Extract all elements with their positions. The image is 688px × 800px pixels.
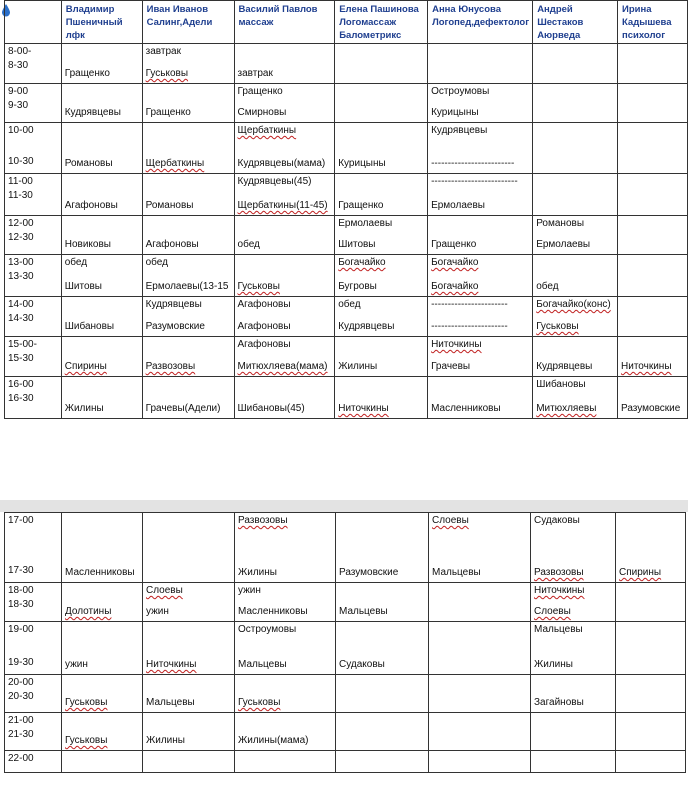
appointment-entry: Ермолаевы(13-15 xyxy=(145,281,229,292)
appointment-entry: ------------------------- xyxy=(431,158,515,169)
appointment-entry: обед xyxy=(237,239,260,250)
schedule-cell xyxy=(336,583,429,622)
schedule-cell xyxy=(142,377,234,419)
schedule-cell xyxy=(335,84,428,123)
appointment-entry: Гуськовы xyxy=(536,321,579,332)
schedule-cell xyxy=(143,675,235,713)
column-header-h2 xyxy=(142,1,234,44)
appointment-entry: Остроумовы xyxy=(238,624,297,635)
appointment-entry: Долотины xyxy=(65,606,112,617)
column-header-line: Кадышева xyxy=(622,17,672,28)
schedule-cell xyxy=(235,713,336,751)
column-header-line: Владимир xyxy=(65,4,115,15)
schedule-cell xyxy=(618,255,688,297)
schedule-cell xyxy=(142,216,234,255)
schedule-cell xyxy=(336,622,429,675)
appointment-entry: Ниточкины xyxy=(534,585,585,596)
appointment-entry: Шибановы xyxy=(64,321,115,332)
appointment-entry: Жилины xyxy=(64,403,104,414)
time-cell xyxy=(5,377,62,419)
time-slot-label: 14-30 xyxy=(8,313,34,324)
schedule-cell xyxy=(61,123,142,174)
schedule-table-evening xyxy=(4,512,686,773)
schedule-cell xyxy=(335,44,428,84)
appointment-entry: Кудрявцевы xyxy=(431,125,488,136)
schedule-cell xyxy=(335,123,428,174)
time-slot-label: 8-00- xyxy=(8,46,32,57)
schedule-cell xyxy=(142,337,234,377)
column-header-h5 xyxy=(428,1,533,44)
time-slot-label: 21-00 xyxy=(8,715,34,726)
schedule-cell xyxy=(61,44,142,84)
schedule-row xyxy=(5,751,686,773)
schedule-cell xyxy=(428,297,533,337)
appointment-entry: Курицыны xyxy=(338,158,386,169)
schedule-cell xyxy=(143,513,235,583)
appointment-entry: ужин xyxy=(65,659,88,670)
appointment-entry: Агафоновы xyxy=(237,339,291,350)
appointment-entry: Агафоновы xyxy=(237,299,291,310)
appointment-entry: Шитовы xyxy=(64,281,102,292)
schedule-cell xyxy=(428,377,533,419)
schedule-cell xyxy=(142,123,234,174)
column-header-line: Елена Пашинова xyxy=(339,4,419,15)
appointment-entry: Разумовские xyxy=(145,321,205,332)
schedule-cell xyxy=(234,123,335,174)
time-slot-label: 9-00 xyxy=(8,86,29,97)
appointment-entry: Слоевы xyxy=(432,515,469,526)
schedule-row xyxy=(5,337,688,377)
schedule-cell xyxy=(428,337,533,377)
appointment-entry: Кудрявцевы xyxy=(64,107,121,118)
appointment-entry: Мальцевы xyxy=(146,697,195,708)
column-header-h1 xyxy=(61,1,142,44)
appointment-entry: ужин xyxy=(238,585,261,596)
column-header-line: Иван Иванов xyxy=(146,4,209,15)
schedule-cell xyxy=(61,337,142,377)
appointment-entry: Кудрявцевы(45) xyxy=(237,176,312,187)
column-header-h6 xyxy=(533,1,618,44)
schedule-cell xyxy=(618,337,688,377)
appointment-entry: Жилины xyxy=(534,659,573,670)
schedule-cell xyxy=(618,84,688,123)
appointment-entry: Агафоновы xyxy=(145,239,199,250)
schedule-cell xyxy=(533,297,618,337)
time-cell xyxy=(5,297,62,337)
schedule-cell xyxy=(234,174,335,216)
appointment-entry: Романовы xyxy=(145,200,194,211)
appointment-entry: Кудрявцевы xyxy=(536,361,593,372)
time-slot-label: 20-30 xyxy=(8,691,34,702)
schedule-cell xyxy=(62,583,143,622)
column-header-line: Аюрведа xyxy=(537,30,581,41)
appointment-entry: Ермолаевы xyxy=(536,239,591,250)
appointment-entry: завтрак xyxy=(237,68,273,79)
schedule-cell xyxy=(142,255,234,297)
schedule-cell xyxy=(335,174,428,216)
schedule-row xyxy=(5,713,686,751)
schedule-row xyxy=(5,255,688,297)
appointment-entry: Ниточкины xyxy=(621,361,672,372)
schedule-cell xyxy=(618,123,688,174)
schedule-cell xyxy=(61,297,142,337)
appointment-entry: Бугровы xyxy=(338,281,377,292)
schedule-cell xyxy=(618,44,688,84)
schedule-cell xyxy=(616,513,686,583)
schedule-cell xyxy=(616,675,686,713)
schedule-cell xyxy=(234,44,335,84)
column-header-h3 xyxy=(234,1,335,44)
schedule-cell xyxy=(429,583,531,622)
time-slot-label: 11-00 xyxy=(8,176,33,187)
appointment-entry: Митюхляева(мама) xyxy=(237,361,328,372)
appointment-entry: Судаковы xyxy=(534,515,580,526)
time-slot-label: 18-00 xyxy=(8,585,34,596)
appointment-entry: Масленниковы xyxy=(431,403,501,414)
time-slot-label: 12-30 xyxy=(8,232,34,243)
appointment-entry: Загайновы xyxy=(534,697,584,708)
schedule-cell xyxy=(61,216,142,255)
schedule-cell xyxy=(533,84,618,123)
appointment-entry: Гуськовы xyxy=(65,697,108,708)
time-slot-label: 15-00- xyxy=(8,339,37,350)
schedule-cell xyxy=(533,255,618,297)
time-cell xyxy=(5,337,62,377)
column-header-line: массаж xyxy=(238,17,274,28)
time-cell xyxy=(5,216,62,255)
appointment-entry: обед xyxy=(536,281,559,292)
time-slot-label: 17-00 xyxy=(8,515,34,526)
schedule-cell xyxy=(62,713,143,751)
schedule-cell xyxy=(618,216,688,255)
appointment-entry: Богачайко(конс) xyxy=(536,299,611,310)
schedule-cell xyxy=(143,751,235,773)
appointment-entry: Ниточкины xyxy=(338,403,389,414)
time-slot-label: 17-30 xyxy=(8,565,34,576)
schedule-cell xyxy=(533,337,618,377)
schedule-row xyxy=(5,377,688,419)
appointment-entry: Шибановы xyxy=(536,379,586,390)
time-slot-label: 21-30 xyxy=(8,729,34,740)
appointment-entry: Смирновы xyxy=(237,107,287,118)
appointment-entry: ----------------------- xyxy=(431,321,508,332)
time-slot-label: 19-30 xyxy=(8,657,34,668)
schedule-cell xyxy=(234,297,335,337)
appointment-entry: Гращенко xyxy=(338,200,384,211)
schedule-cell xyxy=(61,377,142,419)
appointment-entry: Развозовы xyxy=(145,361,196,372)
appointment-entry: Ниточкины xyxy=(431,339,482,350)
schedule-cell xyxy=(235,513,336,583)
appointment-entry: обед xyxy=(145,257,168,268)
schedule-cell xyxy=(618,297,688,337)
time-slot-label: 14-00 xyxy=(8,299,34,310)
appointment-entry: ----------------------- xyxy=(431,299,508,310)
appointment-entry: Романовы xyxy=(536,218,584,229)
time-cell xyxy=(5,174,62,216)
time-slot-label: 10-30 xyxy=(8,156,34,167)
appointment-entry: Слоевы xyxy=(146,585,183,596)
appointment-entry: Щербаткины xyxy=(237,125,297,136)
schedule-cell xyxy=(428,216,533,255)
schedule-cell xyxy=(618,174,688,216)
schedule-cell xyxy=(235,583,336,622)
schedule-cell xyxy=(429,713,531,751)
schedule-cell xyxy=(235,622,336,675)
appointment-entry: -------------------------- xyxy=(431,176,518,187)
schedule-cell xyxy=(336,751,429,773)
column-header-h0 xyxy=(5,1,62,44)
time-slot-label: 19-00 xyxy=(8,624,34,635)
appointment-entry: Кудрявцевы(мама) xyxy=(237,158,326,169)
schedule-cell xyxy=(428,255,533,297)
schedule-cell xyxy=(533,174,618,216)
appointment-entry: завтрак xyxy=(145,46,181,57)
schedule-cell xyxy=(616,751,686,773)
time-cell xyxy=(5,675,62,713)
page-break-gap xyxy=(0,500,688,512)
appointment-entry: Богачайко xyxy=(431,281,479,292)
appointment-entry: Кудрявцевы xyxy=(145,299,202,310)
schedule-cell xyxy=(531,675,616,713)
schedule-cell xyxy=(618,377,688,419)
appointment-entry: ужин xyxy=(146,606,169,617)
schedule-cell xyxy=(533,44,618,84)
schedule-cell xyxy=(428,174,533,216)
column-header-line: Андрей xyxy=(537,4,573,15)
time-slot-label: 13-30 xyxy=(8,271,34,282)
time-cell xyxy=(5,751,62,773)
time-slot-label: 10-00 xyxy=(8,125,34,136)
appointment-entry: Гращенко xyxy=(431,239,477,250)
column-header-h4 xyxy=(335,1,428,44)
schedule-cell xyxy=(335,297,428,337)
appointment-entry: Гуськовы xyxy=(238,697,281,708)
time-cell xyxy=(5,713,62,751)
appointment-entry: Масленниковы xyxy=(65,567,135,578)
time-cell xyxy=(5,513,62,583)
appointment-entry: Кудрявцевы xyxy=(338,321,395,332)
schedule-cell xyxy=(142,84,234,123)
schedule-cell xyxy=(335,216,428,255)
appointment-entry: Гращенко xyxy=(237,86,283,97)
time-cell xyxy=(5,583,62,622)
schedule-cell xyxy=(429,622,531,675)
schedule-cell xyxy=(335,377,428,419)
schedule-cell xyxy=(531,513,616,583)
schedule-cell xyxy=(429,751,531,773)
schedule-cell xyxy=(336,675,429,713)
column-header-line: Шестаков xyxy=(537,17,584,28)
appointment-entry: Жилины(мама) xyxy=(238,735,309,746)
schedule-cell xyxy=(61,255,142,297)
appointment-entry: Развозовы xyxy=(534,567,584,578)
time-cell xyxy=(5,44,62,84)
appointment-entry: Гращенко xyxy=(64,68,110,79)
schedule-cell xyxy=(336,513,429,583)
appointment-entry: обед xyxy=(64,257,88,268)
column-header-line: Анна Юнусова xyxy=(432,4,502,15)
time-slot-label: 9-30 xyxy=(8,100,29,111)
schedule-cell xyxy=(234,337,335,377)
appointment-entry: Жилины xyxy=(146,735,185,746)
schedule-cell xyxy=(61,84,142,123)
schedule-cell xyxy=(335,255,428,297)
schedule-cell xyxy=(616,713,686,751)
appointment-entry: Богачайко xyxy=(431,257,479,268)
appointment-entry: Развозовы xyxy=(238,515,288,526)
appointment-entry: Грачевы(Адели) xyxy=(145,403,221,414)
schedule-row xyxy=(5,44,688,84)
schedule-row xyxy=(5,174,688,216)
appointment-entry: Ермолаевы xyxy=(338,218,393,229)
column-header-h7 xyxy=(618,1,688,44)
appointment-entry: Щербаткины(11-45) xyxy=(237,200,328,211)
schedule-cell xyxy=(531,713,616,751)
schedule-cell xyxy=(143,713,235,751)
appointment-entry: Ниточкины xyxy=(146,659,197,670)
schedule-cell xyxy=(533,377,618,419)
appointment-entry: Гуськовы xyxy=(65,735,108,746)
schedule-cell xyxy=(143,583,235,622)
column-header-line: Салинг,Адели xyxy=(146,17,213,28)
schedule-row xyxy=(5,84,688,123)
appointment-entry: Остроумовы xyxy=(431,86,490,97)
appointment-entry: Шитовы xyxy=(338,239,376,250)
schedule-cell xyxy=(531,622,616,675)
schedule-cell xyxy=(62,675,143,713)
schedule-row xyxy=(5,622,686,675)
schedule-cell xyxy=(616,622,686,675)
appointment-entry: Спирины xyxy=(619,567,662,578)
schedule-row xyxy=(5,297,688,337)
appointment-entry: Масленниковы xyxy=(238,606,308,617)
time-slot-label: 18-30 xyxy=(8,599,34,610)
schedule-cell xyxy=(531,583,616,622)
schedule-row xyxy=(5,123,688,174)
schedule-cell xyxy=(143,622,235,675)
schedule-cell xyxy=(62,751,143,773)
time-cell xyxy=(5,123,62,174)
appointment-entry: Гращенко xyxy=(145,107,191,118)
schedule-cell xyxy=(234,377,335,419)
appointment-entry: Мальцевы xyxy=(534,624,583,635)
appointment-entry: Спирины xyxy=(64,361,107,372)
appointment-entry: Разумовские xyxy=(339,567,399,578)
appointment-entry: Мальцевы xyxy=(432,567,481,578)
time-slot-label: 13-00 xyxy=(8,257,34,268)
schedule-cell xyxy=(234,255,335,297)
schedule-cell xyxy=(235,751,336,773)
appointment-entry: Щербаткины xyxy=(145,158,205,169)
schedule-cell xyxy=(533,123,618,174)
schedule-cell xyxy=(616,583,686,622)
schedule-cell xyxy=(429,675,531,713)
column-header-line: Василий Павлов xyxy=(238,4,318,15)
appointment-entry: Курицыны xyxy=(431,107,479,118)
appointment-entry: Судаковы xyxy=(339,659,385,670)
schedule-row xyxy=(5,675,686,713)
column-header-line: лфк xyxy=(65,30,85,41)
schedule-cell xyxy=(428,44,533,84)
schedule-row xyxy=(5,216,688,255)
schedule-cell xyxy=(61,174,142,216)
schedule-row xyxy=(5,583,686,622)
time-slot-label: 20-00 xyxy=(8,677,34,688)
appointment-entry: Разумовские xyxy=(621,403,681,414)
appointment-entry: обед xyxy=(338,299,361,310)
time-slot-label: 15-30 xyxy=(8,353,34,364)
schedule-table-day xyxy=(4,0,688,419)
schedule-cell xyxy=(142,44,234,84)
appointment-entry: Мальцевы xyxy=(339,606,388,617)
appointment-entry: Шибановы(45) xyxy=(237,403,305,414)
schedule-cell xyxy=(62,622,143,675)
schedule-cell xyxy=(142,174,234,216)
time-slot-label: 11-30 xyxy=(8,190,33,201)
schedule-cell xyxy=(235,675,336,713)
time-slot-label: 12-00 xyxy=(8,218,34,229)
schedule-cell xyxy=(335,337,428,377)
column-header-line: Логопед,дефектолог xyxy=(432,17,530,28)
schedule-cell xyxy=(429,513,531,583)
document-page-2 xyxy=(0,512,688,800)
schedule-cell xyxy=(531,751,616,773)
appointment-entry: Гуськовы xyxy=(237,281,280,292)
time-cell xyxy=(5,84,62,123)
schedule-cell xyxy=(428,84,533,123)
appointment-entry: Ермолаевы xyxy=(431,200,485,211)
appointment-entry: Жилины xyxy=(338,361,378,372)
column-header-line: Пшеничный xyxy=(65,17,123,28)
appointment-entry: Слоевы xyxy=(534,606,571,617)
appointment-entry: Жилины xyxy=(238,567,277,578)
time-slot-label: 16-00 xyxy=(8,379,34,390)
schedule-cell xyxy=(336,713,429,751)
column-header-line: Логомассаж xyxy=(339,17,397,28)
column-header-line: Балометрикс xyxy=(339,30,402,41)
column-header-line: психолог xyxy=(622,30,666,41)
appointment-entry: Богачайко xyxy=(338,257,386,268)
appointment-entry: Новиковы xyxy=(64,239,111,250)
schedule-cell xyxy=(428,123,533,174)
appointment-entry: Романовы xyxy=(64,158,113,169)
schedule-row xyxy=(5,513,686,583)
time-slot-label: 16-30 xyxy=(8,393,34,404)
appointment-entry: Грачевы xyxy=(431,361,471,372)
table-header-row xyxy=(5,1,688,44)
appointment-entry: Митюхляевы xyxy=(536,403,597,414)
time-cell xyxy=(5,622,62,675)
appointment-entry: Мальцевы xyxy=(238,659,287,670)
appointment-entry: Агафоновы xyxy=(64,200,118,211)
time-cell xyxy=(5,255,62,297)
schedule-cell xyxy=(62,513,143,583)
schedule-cell xyxy=(142,297,234,337)
time-slot-label: 8-30 xyxy=(8,60,29,71)
column-header-line: Ирина xyxy=(622,4,652,15)
schedule-cell xyxy=(533,216,618,255)
appointment-entry: Агафоновы xyxy=(237,321,291,332)
schedule-cell xyxy=(234,216,335,255)
time-slot-label: 22-00 xyxy=(8,753,34,764)
appointment-entry: Гуськовы xyxy=(145,68,189,79)
schedule-cell xyxy=(234,84,335,123)
